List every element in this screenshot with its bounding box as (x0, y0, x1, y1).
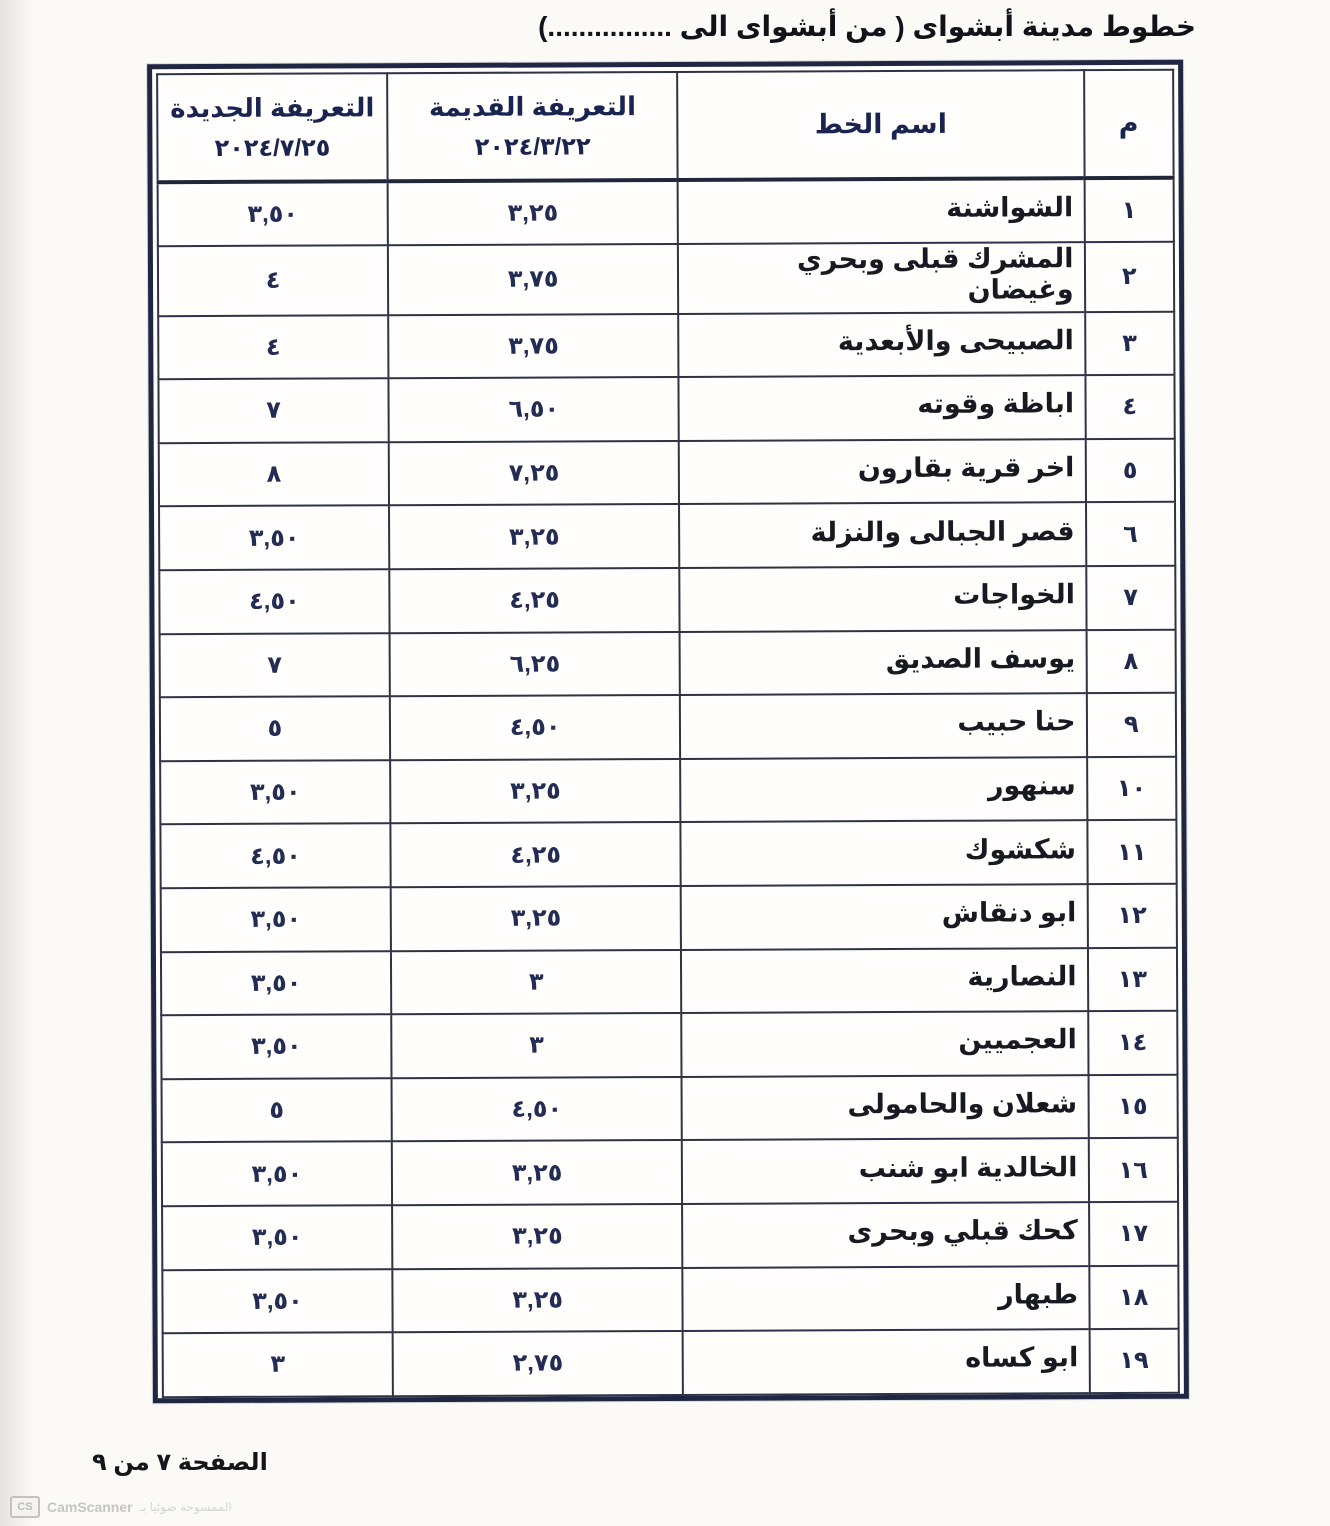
table-row (160, 629, 1176, 697)
line-name-cell: طبهار (683, 1266, 1089, 1331)
line-name-cell: الخالدية ابو شنب (682, 1138, 1088, 1203)
table-row (158, 375, 1174, 443)
table-row (162, 1074, 1178, 1142)
table-row (162, 1202, 1178, 1270)
old-tariff-cell: ٦,٢٥ (390, 632, 681, 697)
new-tariff-cell: ٥ (160, 696, 390, 761)
line-name-cell: يوسف الصديق (680, 630, 1086, 695)
line-name-cell: العجميين (682, 1011, 1088, 1076)
old-tariff-cell: ٧,٢٥ (389, 441, 680, 506)
table-row (159, 566, 1175, 634)
index-cell: ١٨ (1089, 1265, 1179, 1329)
old-tariff-cell: ٣,٢٥ (391, 886, 682, 951)
table-row (158, 178, 1174, 246)
line-name-cell: ابو دنقاش (681, 884, 1087, 949)
index-cell: ١١ (1087, 820, 1177, 884)
index-cell: ٧ (1086, 566, 1176, 630)
line-name-cell: شعلان والحامولى (682, 1075, 1088, 1140)
index-cell: ٥ (1085, 439, 1175, 503)
index-cell: ٨ (1086, 629, 1176, 693)
page-title: خطوط مدينة أبشواى ( من أبشواى الى ................) (538, 11, 1196, 42)
new-tariff-cell: ٣,٥٠ (162, 1142, 392, 1207)
col-header-index: م (1084, 70, 1174, 178)
new-tariff-cell: ٣ (163, 1332, 393, 1397)
new-tariff-cell: ٤ (158, 245, 388, 316)
index-cell: ١٥ (1088, 1074, 1178, 1138)
line-name-cell: المشرك قبلى وبحري وغيضان (678, 242, 1084, 314)
old-tariff-cell: ٣,٢٥ (390, 759, 681, 824)
line-name-cell: الخواجات (680, 566, 1086, 631)
old-tariff-cell: ٦,٥٠ (388, 377, 679, 442)
index-cell: ١٣ (1087, 947, 1177, 1011)
line-name-cell: الشواشنة (678, 178, 1084, 243)
index-cell: ١ (1084, 178, 1174, 242)
new-tariff-cell: ٣,٥٠ (161, 1014, 391, 1079)
new-tariff-cell: ٤ (158, 315, 388, 380)
new-tariff-cell: ٥ (162, 1078, 392, 1143)
table-row (159, 502, 1175, 570)
line-name-cell: اباظة وقوته (679, 375, 1085, 440)
index-cell: ٤ (1085, 375, 1175, 439)
new-tariff-cell: ٣,٥٠ (161, 887, 391, 952)
old-tariff-cell: ٣,٢٥ (389, 504, 680, 569)
table-row (161, 947, 1177, 1015)
old-tariff-cell: ٣,٧٥ (388, 244, 679, 315)
old-tariff-cell: ٣,٧٥ (388, 314, 679, 379)
index-cell: ٣ (1085, 311, 1175, 375)
new-tariff-cell: ٣,٥٠ (162, 1205, 392, 1270)
old-tariff-date: ٢٠٢٤/٣/٢٢ (474, 132, 591, 161)
old-tariff-cell: ٣,٢٥ (392, 1204, 683, 1269)
camscanner-arabic-text: الممسوحة ضوئيا بـ (139, 1500, 232, 1514)
table-row (161, 884, 1177, 952)
index-cell: ٢ (1084, 241, 1174, 311)
new-tariff-cell: ٣,٥٠ (160, 760, 390, 825)
line-name-cell: ابو كساه (683, 1329, 1089, 1394)
index-cell: ١٧ (1089, 1202, 1179, 1266)
index-cell: ٩ (1086, 693, 1176, 757)
page-number: الصفحة ٧ من ٩ (92, 1449, 268, 1476)
col-header-new-tariff (157, 73, 387, 182)
line-name-cell: حنا حبيب (680, 693, 1086, 758)
col-header-line-name: اسم الخط (677, 70, 1084, 180)
line-name-cell: اخر قرية بقارون (679, 439, 1085, 504)
line-name-cell: قصر الجبالى والنزلة (679, 503, 1085, 568)
camscanner-watermark (10, 1496, 232, 1518)
old-tariff-cell: ٤,٢٥ (390, 822, 681, 887)
fare-table (147, 60, 1189, 1403)
new-tariff-cell: ٣,٥٠ (158, 181, 388, 246)
new-tariff-cell: ٣,٥٠ (162, 1269, 392, 1334)
table-row (162, 1265, 1178, 1333)
new-tariff-cell: ٣,٥٠ (159, 506, 389, 571)
table-row (160, 693, 1176, 761)
index-cell: ١٦ (1088, 1138, 1178, 1202)
fare-table-grid (156, 69, 1180, 1398)
old-tariff-label: التعريفة القديمة (428, 90, 637, 122)
old-tariff-cell: ٤,٢٥ (389, 568, 680, 633)
table-row (158, 311, 1174, 379)
index-cell: ١٠ (1087, 757, 1177, 821)
index-cell: ١٤ (1088, 1011, 1178, 1075)
new-tariff-label: التعريفة الجديدة (170, 91, 375, 123)
line-name-cell: كحك قبلي وبحرى (682, 1202, 1088, 1267)
header-row (157, 70, 1173, 182)
old-tariff-cell: ٢,٧٥ (393, 1331, 684, 1396)
old-tariff-cell: ٤,٥٠ (392, 1077, 683, 1142)
table-row (160, 820, 1176, 888)
camscanner-logo-icon: CS (10, 1496, 40, 1518)
index-cell: ٦ (1086, 502, 1176, 566)
col-header-old-tariff (387, 72, 678, 181)
new-tariff-cell: ٤,٥٠ (160, 824, 390, 889)
old-tariff-cell: ٣,٢٥ (392, 1267, 683, 1332)
old-tariff-cell: ٣,٢٥ (388, 180, 679, 245)
camscanner-brand: CamScanner (47, 1499, 133, 1515)
new-tariff-cell: ٤,٥٠ (159, 569, 389, 634)
new-tariff-cell: ٧ (160, 633, 390, 698)
line-name-cell: شكشوك (681, 821, 1087, 886)
table-row (163, 1329, 1179, 1397)
old-tariff-cell: ٣ (391, 949, 682, 1014)
new-tariff-cell: ٣,٥٠ (161, 951, 391, 1016)
line-name-cell: الصبيحى والأبعدية (679, 312, 1085, 377)
new-tariff-date: ٢٠٢٤/٧/٢٥ (214, 133, 331, 162)
table-row (162, 1138, 1178, 1206)
table-row (159, 439, 1175, 507)
new-tariff-cell: ٧ (158, 378, 388, 443)
index-cell: ١٩ (1089, 1329, 1179, 1393)
old-tariff-cell: ٤,٥٠ (390, 695, 681, 760)
table-row (160, 757, 1176, 825)
index-cell: ١٢ (1087, 884, 1177, 948)
old-tariff-cell: ٣,٢٥ (392, 1140, 683, 1205)
line-name-cell: سنهور (680, 757, 1086, 822)
old-tariff-cell: ٣ (391, 1013, 682, 1078)
line-name-cell: النصارية (681, 948, 1087, 1013)
new-tariff-cell: ٨ (159, 442, 389, 507)
table-row (158, 241, 1174, 315)
table-row (161, 1011, 1177, 1079)
